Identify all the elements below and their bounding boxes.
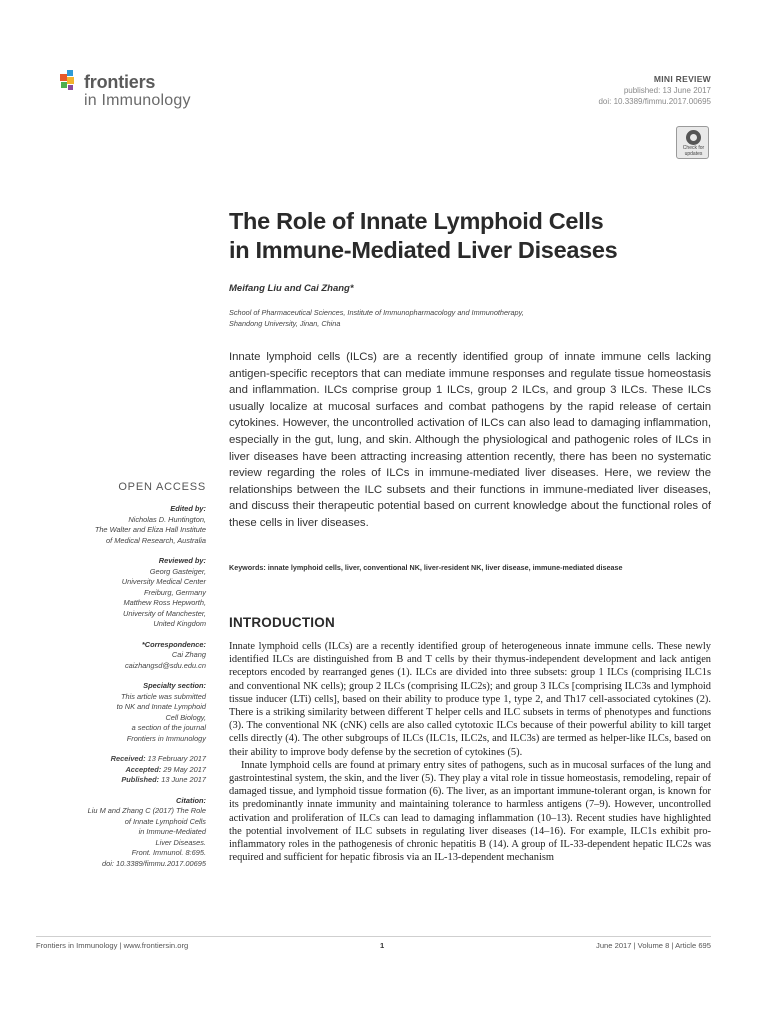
- correspondence-name: Cai Zhang: [171, 650, 206, 659]
- affiliation-line-1: School of Pharmaceutical Sciences, Institute of Immunopharmacology and Immunotherapy,: [229, 308, 524, 317]
- keywords-label: Keywords:: [229, 563, 266, 572]
- received-date: [20, 754, 206, 765]
- sidebar: [20, 481, 206, 869]
- citation-line-5: Front. Immunol. 8:695.: [131, 848, 206, 857]
- page-number: 1: [380, 941, 385, 950]
- published-date: published: 13 June 2017: [623, 86, 711, 95]
- correspondence-label: *Correspondence:: [141, 639, 206, 649]
- logo-square-yellow: [67, 77, 74, 84]
- accepted-value: 29 May 2017: [163, 764, 206, 774]
- journal-name: in Immunology: [84, 92, 191, 109]
- received-value: 13 February 2017: [147, 754, 206, 763]
- editor-inst-1: The Walter and Eliza Hall Institute: [94, 525, 206, 534]
- accepted-label: Accepted:: [125, 764, 162, 774]
- authors: Meifang Liu and Cai Zhang*: [229, 283, 354, 294]
- reviewer-1-inst-1: University Medical Center: [121, 577, 206, 586]
- accepted-date: [20, 765, 206, 776]
- received-label: Received:: [110, 754, 146, 763]
- editor-name: Nicholas D. Huntington,: [128, 514, 206, 524]
- affiliation: [229, 307, 649, 329]
- published-date-sidebar: [20, 775, 206, 786]
- logo-square-purple: [68, 85, 73, 90]
- keywords: [229, 563, 711, 573]
- intro-paragraph-1: Innate lymphoid cells (ILCs) are a recently identified group of heterogeneous innate immune cells. These newly identified ILCs are distinguished from B and T cells by their thymus-independent development and lack antigen receptors encoded by rearranged genes (1). ILCs are divided into three subsets: group 1 ILCs (comprising ILC1s and conventional NK cells); group 2 ILCs (comprising ILC2s); and group 3 ILCs [comprising ILC3s and lymphoid tissue inducer (LTi) cells], based on their ability to produce type 1, type 2, and Th17 cell-associated cytokines (2). There is a striking similarity between different T helper cells and ILC subsets in terms of phenotypes and functions (3). The conventional NK (cNK) cells are also called cytotoxic ILCs because of their powerful ability to kill target cells directly (4). The other subgroups of ILCs (ILC1s, ILC2s, and ILC3s) are termed as helper-like ILCs, based on their ability to improve body defense by the secretion of cytokines (5).: [229, 641, 711, 758]
- citation-line-2: of Innate Lymphoid Cells: [124, 816, 206, 826]
- frontiers-logo-icon: [58, 68, 84, 94]
- footer-journal-link[interactable]: Frontiers in Immunology | www.frontiersin.org: [36, 941, 189, 950]
- affiliation-line-2: Shandong University, Jinan, China: [229, 319, 341, 328]
- citation-line-4: Liver Diseases.: [155, 837, 206, 847]
- specialty-line-1: This article was submitted: [120, 691, 206, 701]
- keywords-list: innate lymphoid cells, liver, conventional NK, liver-resident NK, liver disease, immune-mediated disease: [267, 563, 623, 572]
- footer-divider: [36, 936, 711, 937]
- check-updates-line-1: Check for: [682, 145, 705, 151]
- specialty-line-4: a section of the journal: [131, 723, 206, 732]
- correspondence-email-link[interactable]: caizhangsd@sdu.edu.cn: [124, 660, 206, 670]
- title-line-1: The Role of Innate Lymphoid Cells: [229, 208, 604, 234]
- article-type: MINI REVIEW: [653, 74, 711, 84]
- published-value: 13 June 2017: [161, 775, 206, 784]
- intro-paragraph-2: Innate lymphoid cells are found at primary entry sites of pathogens, such as in mucosal surfaces of the lung and gastrointestinal system, the skin, and the liver (5). They play a vital role in tissue homeostasis, remodeling, repair of damaged tissue, and lymphoid tissue formation (6). The liver, as an important immune-tolerant organ, is known for its predominantly innate immunity and maintaining tolerance to harmless antigens (7–9). However, uncontrolled activation and proliferation of ILCs can lead to damaging inflammation (10–13). Recent studies have highlighted the potential involvement of ILC subsets in regulating liver diseases (14–16). For example, ILC1s exhibit pro-inflammatory roles in the pathogenesis of chronic hepatitis B (14). A group of IL-33-dependent hepatic ILC2s was required and sufficient for hepatic fibrosis via an IL-13-dependent mechanism: [229, 759, 711, 864]
- citation-doi-link[interactable]: doi: 10.3389/fimmu.2017.00695: [102, 858, 206, 868]
- editor-inst-2: of Medical Research, Australia: [106, 535, 206, 545]
- citation-line-3: in Immune-Mediated: [138, 827, 206, 836]
- specialty-line-5: Frontiers in Immunology: [126, 733, 206, 743]
- brand-name: frontiers: [84, 72, 156, 92]
- reviewer-2-inst-1: University of Manchester,: [123, 608, 206, 618]
- check-updates-line-2: updates: [684, 150, 703, 157]
- check-for-updates-button[interactable]: [676, 126, 709, 159]
- logo-square-orange: [60, 74, 67, 81]
- reviewer-1-name: Georg Gasteiger,: [149, 566, 206, 576]
- introduction-body: [229, 640, 711, 864]
- footer-issue-info: June 2017 | Volume 8 | Article 695: [596, 941, 711, 950]
- introduction-heading: INTRODUCTION: [229, 615, 335, 630]
- published-label: Published:: [121, 775, 160, 784]
- specialty-section-label: Specialty section:: [143, 681, 206, 690]
- title-line-2: in Immune-Mediated Liver Diseases: [229, 237, 618, 263]
- citation-label: Citation:: [176, 795, 206, 805]
- reviewed-by-label: Reviewed by:: [158, 556, 206, 565]
- edited-by-label: Edited by:: [170, 504, 206, 513]
- reviewer-1-inst-2: Freiburg, Germany: [143, 587, 206, 597]
- specialty-line-3: Cell Biology,: [165, 712, 206, 722]
- journal-logo[interactable]: [58, 68, 218, 112]
- abstract: Innate lymphoid cells (ILCs) are a recently identified group of innate immune cells lacking antigen-specific receptors that can mediate immune responses and regulate tissue homeostasis and inflammation. ILCs comprise group 1 ILCs, group 2 ILCs, and group 3 ILCs. These ILCs usually localize at mucosal surfaces and combat pathogens by the rapid release of certain cytokines. However, the uncontrolled activation of ILCs can also lead to damaging inflammation, especially in the gut, lung, and skin. Although the physiological and pathogenic roles of ILCs in liver diseases have been attracting increasing attention recently, there has been no systematic review regarding the roles of ILCs in immune-mediated liver diseases. Here, we review the relationships between the ILC subsets and their functions in immune-mediated liver diseases, and discuss their therapeutic potential based on current knowledge about the functional roles of these cells in liver diseases.: [229, 351, 711, 529]
- logo-square-blue: [67, 70, 73, 76]
- check-updates-label: [677, 146, 710, 157]
- logo-square-green: [61, 82, 67, 88]
- specialty-line-2: to NK and Innate Lymphoid: [116, 702, 206, 711]
- citation-line-1: Liu M and Zhang C (2017) The Role: [87, 806, 206, 815]
- article-doi[interactable]: doi: 10.3389/fimmu.2017.00695: [598, 97, 711, 106]
- update-badge-icon: [686, 130, 701, 145]
- open-access-label: OPEN ACCESS: [118, 481, 206, 493]
- reviewer-2-name: Matthew Ross Hepworth,: [123, 598, 206, 607]
- article-title: [229, 207, 709, 265]
- reviewer-2-inst-2: United Kingdom: [153, 619, 206, 628]
- article-meta: [598, 74, 711, 107]
